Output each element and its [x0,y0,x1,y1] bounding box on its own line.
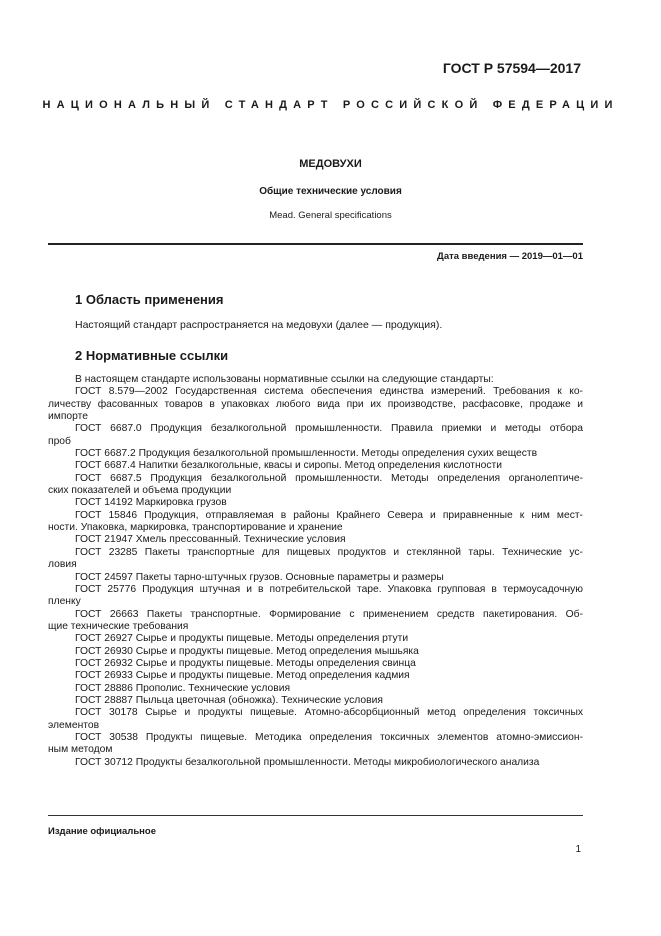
references-list [48,374,583,769]
document-code: ГОСТ Р 57594—2017 [442,60,581,76]
reference-line: ГОСТ 26663 Пакеты транспортные. Формирование с применением средств пакетирования. Об- [75,608,583,620]
reference-line: ГОСТ 6687.2 Продукция безалкогольной промышленности. Методы определения сухих веществ [75,448,538,460]
reference-line: ГОСТ 26927 Сырье и продукты пищевые. Методы определения ртути [75,633,409,645]
section-1-heading: 1 Область применения [75,292,224,307]
reference-line: импорте [48,411,88,423]
reference-line: ГОСТ 21947 Хмель прессованный. Технические условия [75,534,346,546]
document-title: МЕДОВУХИ [299,158,362,170]
reference-line: ГОСТ 30712 Продукты безалкогольной промышленности. Методы микробиологического анализа [75,756,540,768]
reference-line: ГОСТ 25776 Продукция штучная и в потребительской таре. Упаковка групповая в термоусадочную [75,583,583,595]
reference-line: ГОСТ 24597 Пакеты тарно-штучных грузов. Основные параметры и размеры [75,571,444,583]
reference-line: ным методом [48,744,113,756]
reference-line: личеству фасованных товаров в упаковках любого вида при их производстве, расфасовке, продаже и [48,398,583,410]
reference-line: ГОСТ 6687.5 Продукция безалкогольной промышленности. Методы определения органолептиче- [75,472,583,484]
reference-line: ГОСТ 26930 Сырье и продукты пищевые. Метод определения мышьяка [75,645,419,657]
reference-line: ГОСТ 6687.0 Продукция безалкогольной промышленности. Правила приемки и методы отбора [75,423,583,435]
reference-line: ловия [48,559,77,571]
reference-line: ГОСТ 6687.4 Напитки безалкогольные, квасы и сиропы. Метод определения кислотности [75,460,502,472]
reference-line: ских показателей и объема продукции [48,485,232,497]
reference-line: проб [48,435,71,447]
footer-divider [48,815,583,816]
reference-line: элементов [48,719,100,731]
header-divider [48,243,583,245]
national-standard-banner: НАЦИОНАЛЬНЫЙ СТАНДАРТ РОССИЙСКОЙ ФЕДЕРАЦИИ [42,99,619,111]
reference-line: ГОСТ 26933 Сырье и продукты пищевые. Метод определения кадмия [75,670,410,682]
reference-line: ГОСТ 23285 Пакеты транспортные для пищевых продуктов и стеклянной тары. Технические ус- [75,546,583,558]
section-1-text: Настоящий стандарт распространяется на медовухи (далее — продукция). [75,319,443,331]
reference-line: ГОСТ 30538 Продукты пищевые. Методика определения токсичных элементов атомно-эмиссион- [75,731,583,743]
edition-label: Издание официальное [48,826,156,837]
reference-line: ГОСТ 30178 Сырье и продукты пищевые. Атомно-абсорбционный метод определения токсичных [75,707,583,719]
reference-line: ГОСТ 26932 Сырье и продукты пищевые. Методы определения свинца [75,657,416,669]
document-subtitle: Общие технические условия [259,186,402,197]
introduction-date: Дата введения — 2019—01—01 [437,251,583,262]
reference-line: ГОСТ 15846 Продукция, отправляемая в районы Крайнего Севера и приравненные к ним мест- [75,509,583,521]
references-intro: В настоящем стандарте использованы нормативные ссылки на следующие стандарты: [75,374,494,385]
reference-line: ГОСТ 14192 Маркировка грузов [75,497,227,509]
english-title: Mead. General specifications [269,210,392,221]
reference-line: пленку [48,596,81,608]
section-2-heading: 2 Нормативные ссылки [75,348,229,363]
reference-line: ности. Упаковка, маркировка, транспортирование и хранение [48,522,343,534]
page-number: 1 [575,844,581,855]
reference-line: ГОСТ 28887 Пыльца цветочная (обножка). Технические условия [75,694,383,706]
reference-line: щие технические требования [48,620,189,632]
reference-line: ГОСТ 8.579—2002 Государственная система обеспечения единства измерений. Требования к ко- [75,386,583,398]
reference-line: ГОСТ 28886 Прополис. Технические условия [75,682,291,694]
